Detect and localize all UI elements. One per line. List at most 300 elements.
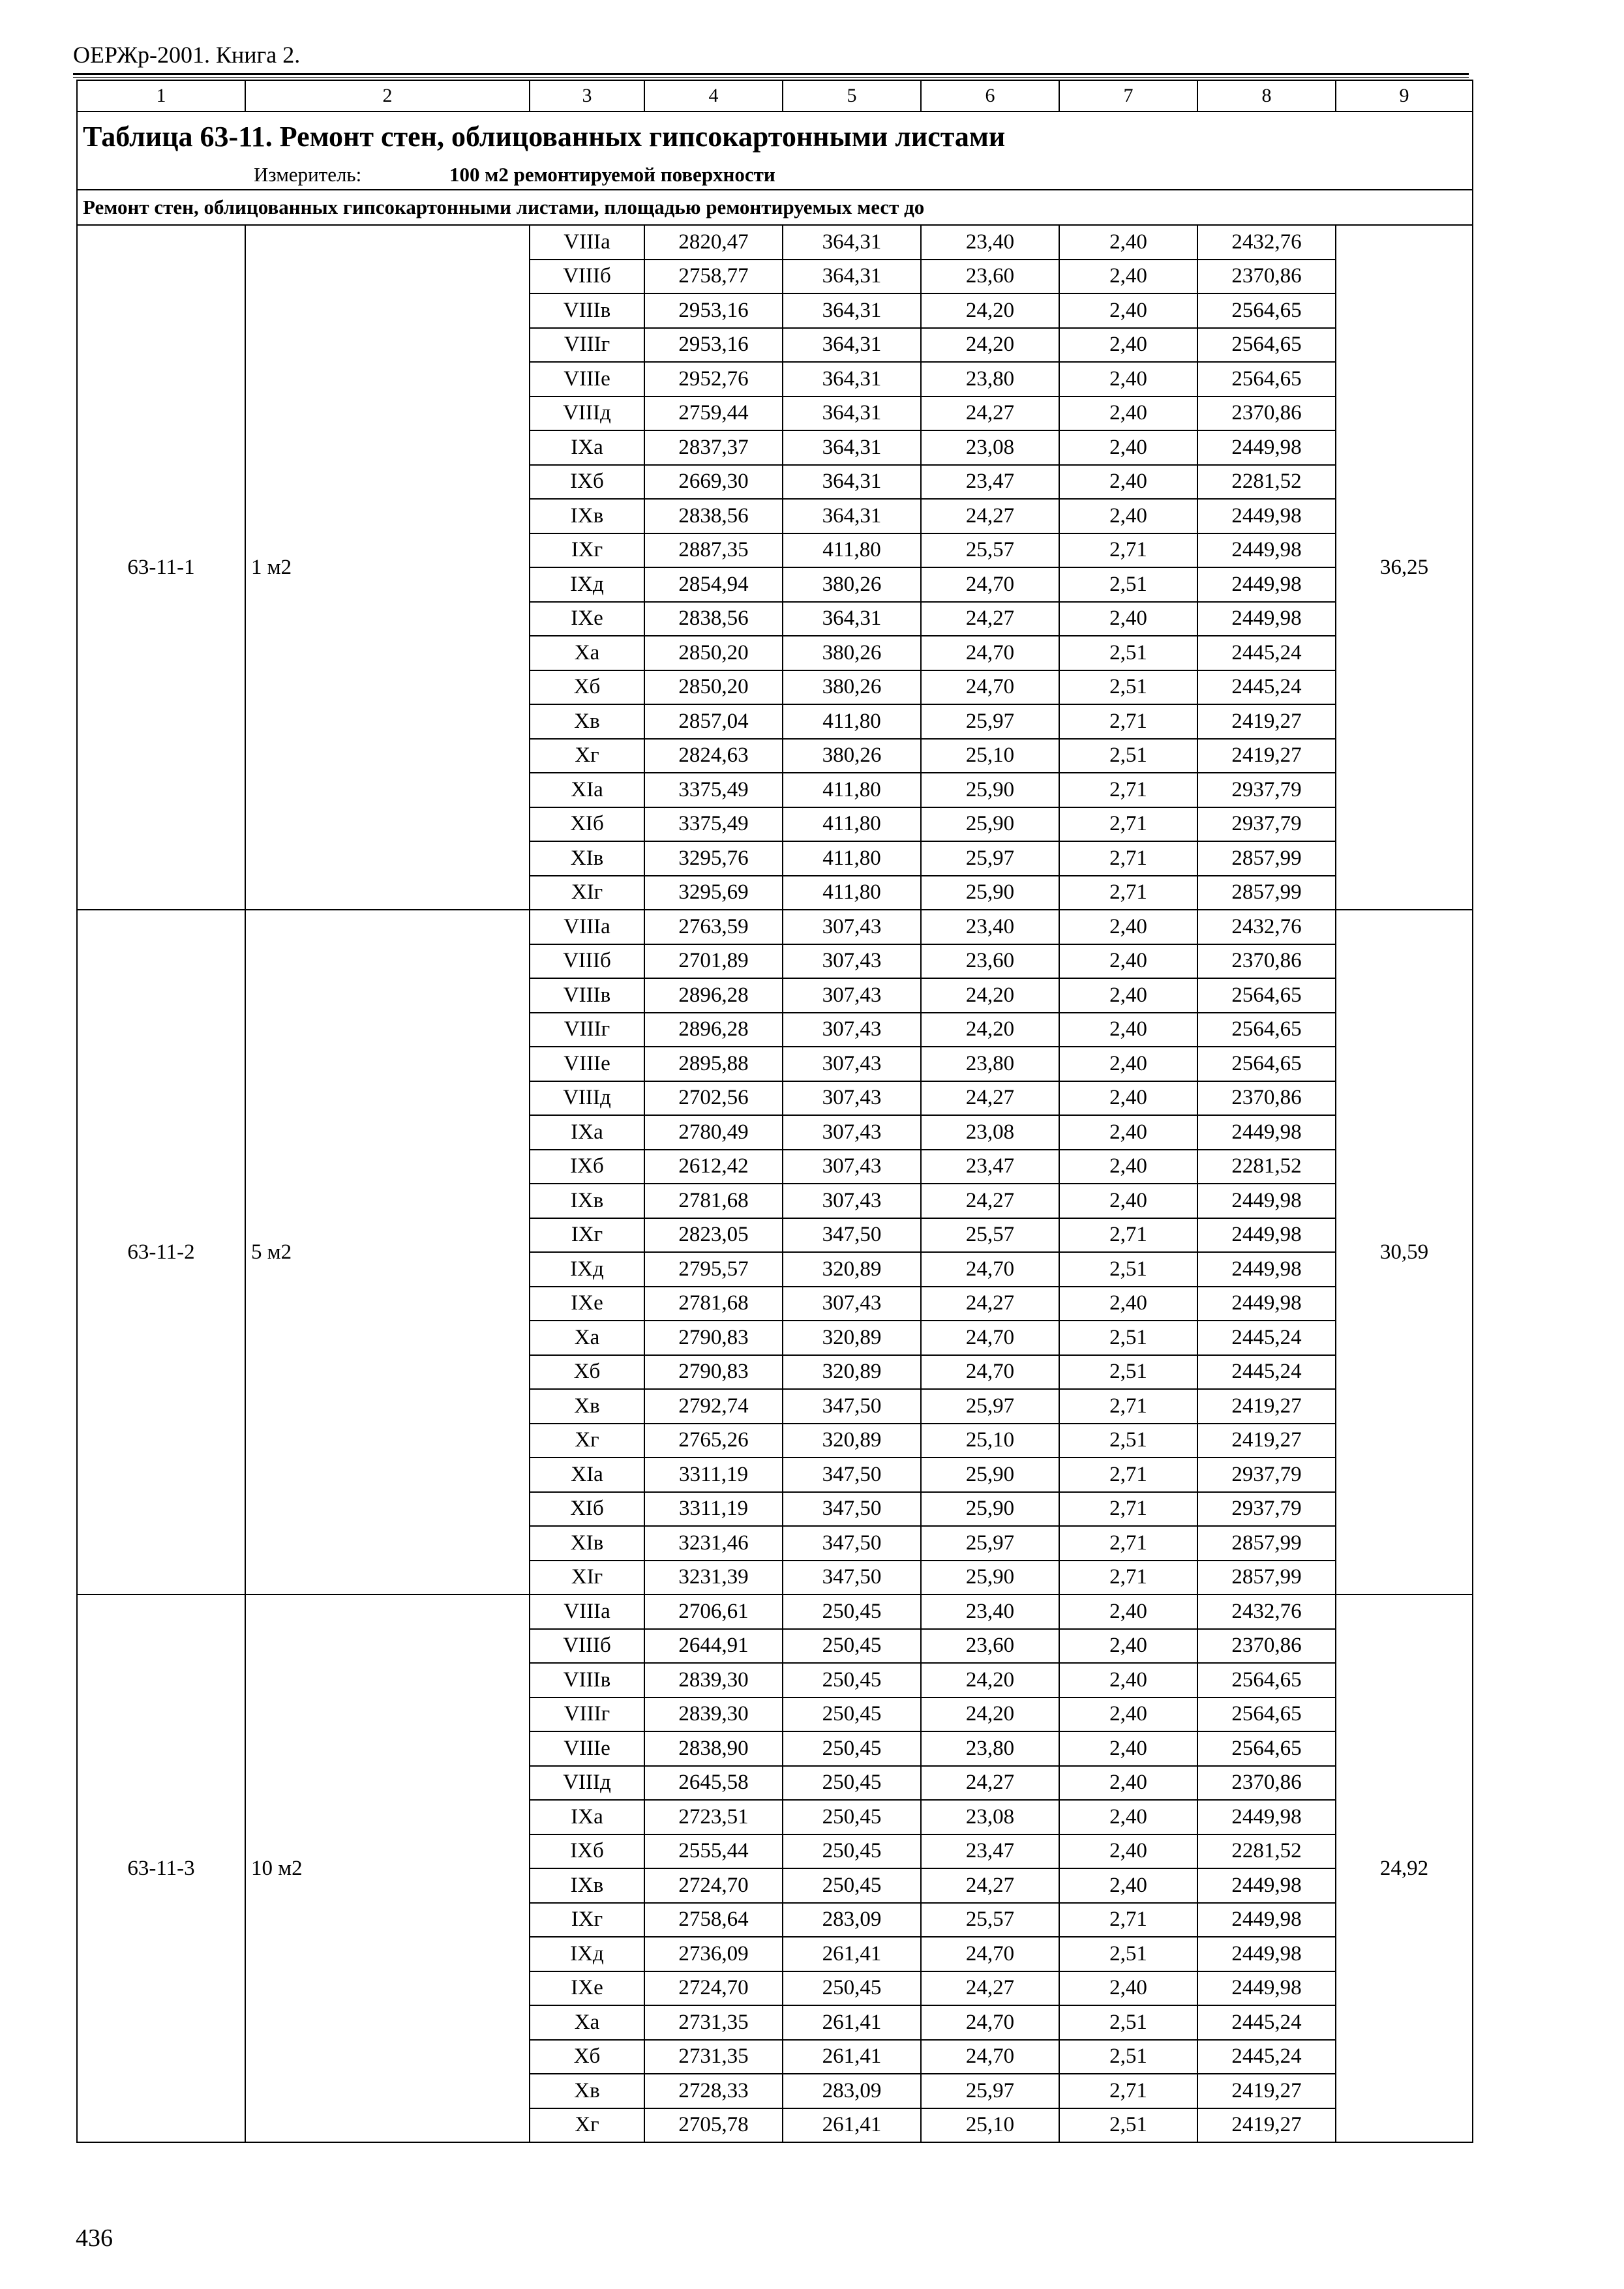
labor-cost-cell: 364,31 <box>783 396 921 431</box>
price-zone-cell: Xб <box>530 1355 644 1390</box>
total-cost-cell: 3231,46 <box>644 1526 783 1561</box>
unit-label: Измеритель: <box>254 163 362 186</box>
price-zone-cell: Xв <box>530 2074 644 2108</box>
labor-cost-cell: 411,80 <box>783 807 921 842</box>
total-cost-cell: 2612,42 <box>644 1150 783 1184</box>
machine-cost-cell: 25,10 <box>921 1424 1059 1458</box>
materials-cost-cell: 2564,65 <box>1197 1663 1336 1698</box>
driver-wages-cell: 2,40 <box>1059 1629 1197 1664</box>
machine-cost-cell: 24,70 <box>921 1252 1059 1287</box>
materials-cost-cell: 2432,76 <box>1197 910 1336 944</box>
materials-cost-cell: 2564,65 <box>1197 978 1336 1013</box>
column-number: 3 <box>530 80 644 112</box>
materials-cost-cell: 2564,65 <box>1197 1731 1336 1766</box>
labor-cost-cell: 364,31 <box>783 362 921 396</box>
machine-cost-cell: 25,57 <box>921 533 1059 568</box>
driver-wages-cell: 2,51 <box>1059 1355 1197 1390</box>
machine-cost-cell: 25,57 <box>921 1903 1059 1937</box>
driver-wages-cell: 2,71 <box>1059 1218 1197 1253</box>
materials-cost-cell: 2449,98 <box>1197 1800 1336 1834</box>
materials-cost-cell: 2857,99 <box>1197 1561 1336 1595</box>
page-number: 436 <box>76 2224 113 2252</box>
table-title-row <box>77 112 1473 161</box>
labor-cost-cell: 364,31 <box>783 293 921 328</box>
total-cost-cell: 2850,20 <box>644 670 783 705</box>
total-cost-cell: 2850,20 <box>644 636 783 670</box>
price-zone-cell: Xв <box>530 1389 644 1424</box>
price-zone-cell: XIа <box>530 1458 644 1492</box>
materials-cost-cell: 2449,98 <box>1197 499 1336 533</box>
driver-wages-cell: 2,51 <box>1059 1321 1197 1355</box>
total-cost-cell: 2795,57 <box>644 1252 783 1287</box>
driver-wages-cell: 2,40 <box>1059 499 1197 533</box>
labor-cost-cell: 307,43 <box>783 1013 921 1047</box>
materials-cost-cell: 2449,98 <box>1197 1252 1336 1287</box>
total-cost-cell: 2724,70 <box>644 1868 783 1903</box>
total-cost-cell: 2953,16 <box>644 293 783 328</box>
price-zone-cell: VIIIе <box>530 1731 644 1766</box>
machine-cost-cell: 23,60 <box>921 944 1059 979</box>
price-zone-cell: VIIIд <box>530 1081 644 1116</box>
price-zone-cell: Xг <box>530 1424 644 1458</box>
price-zone-cell: IXа <box>530 1115 644 1150</box>
driver-wages-cell: 2,40 <box>1059 396 1197 431</box>
column-number: 4 <box>644 80 783 112</box>
driver-wages-cell: 2,40 <box>1059 1287 1197 1321</box>
price-zone-cell: VIIIа <box>530 910 644 944</box>
price-zone-cell: VIIIд <box>530 1766 644 1801</box>
table-row <box>77 910 1473 944</box>
labor-cost-cell: 364,31 <box>783 260 921 294</box>
materials-cost-cell: 2857,99 <box>1197 841 1336 876</box>
materials-cost-cell: 2449,98 <box>1197 1937 1336 1971</box>
price-zone-cell: IXб <box>530 465 644 500</box>
total-cost-cell: 3295,76 <box>644 841 783 876</box>
machine-cost-cell: 23,08 <box>921 1115 1059 1150</box>
price-zone-cell: IXг <box>530 1903 644 1937</box>
price-zone-cell: Xв <box>530 704 644 739</box>
labor-cost-cell: 261,41 <box>783 2108 921 2143</box>
total-cost-cell: 2823,05 <box>644 1218 783 1253</box>
materials-cost-cell: 2449,98 <box>1197 1903 1336 1937</box>
total-cost-cell: 2731,35 <box>644 2040 783 2074</box>
labor-cost-cell: 261,41 <box>783 1937 921 1971</box>
machine-cost-cell: 23,40 <box>921 1594 1059 1629</box>
column-number: 5 <box>783 80 921 112</box>
total-cost-cell: 2723,51 <box>644 1800 783 1834</box>
materials-cost-cell: 2445,24 <box>1197 2005 1336 2040</box>
driver-wages-cell: 2,71 <box>1059 807 1197 842</box>
labor-cost-cell: 250,45 <box>783 1868 921 1903</box>
price-zone-cell: IXв <box>530 1184 644 1218</box>
price-zone-cell: IXа <box>530 1800 644 1834</box>
total-cost-cell: 2705,78 <box>644 2108 783 2143</box>
materials-cost-cell: 2449,98 <box>1197 1218 1336 1253</box>
machine-cost-cell: 24,70 <box>921 1937 1059 1971</box>
price-zone-cell: VIIIв <box>530 293 644 328</box>
labor-cost-cell: 320,89 <box>783 1321 921 1355</box>
column-number: 8 <box>1197 80 1336 112</box>
labor-cost-cell: 250,45 <box>783 1834 921 1869</box>
labor-cost-cell: 364,31 <box>783 499 921 533</box>
total-cost-cell: 2895,88 <box>644 1047 783 1081</box>
total-cost-cell: 2837,37 <box>644 430 783 465</box>
machine-cost-cell: 23,40 <box>921 910 1059 944</box>
machine-cost-cell: 24,20 <box>921 1663 1059 1698</box>
labor-cost-cell: 307,43 <box>783 910 921 944</box>
price-zone-cell: IXд <box>530 567 644 602</box>
machine-cost-cell: 25,90 <box>921 773 1059 807</box>
machine-cost-cell: 23,40 <box>921 225 1059 260</box>
table-body <box>77 80 1473 2142</box>
materials-cost-cell: 2857,99 <box>1197 1526 1336 1561</box>
driver-wages-cell: 2,40 <box>1059 602 1197 636</box>
materials-cost-cell: 2449,98 <box>1197 602 1336 636</box>
table-subheading: Ремонт стен, облицованных гипсокартонными листами, площадью ремонтируемых мест до <box>77 190 1473 225</box>
machine-cost-cell: 24,27 <box>921 1766 1059 1801</box>
total-cost-cell: 3295,69 <box>644 876 783 910</box>
total-cost-cell: 2724,70 <box>644 1971 783 2006</box>
machine-cost-cell: 25,90 <box>921 1561 1059 1595</box>
total-cost-cell: 2728,33 <box>644 2074 783 2108</box>
driver-wages-cell: 2,71 <box>1059 1526 1197 1561</box>
total-cost-cell: 2763,59 <box>644 910 783 944</box>
materials-cost-cell: 2419,27 <box>1197 2108 1336 2143</box>
unit-value: 100 м2 ремонтируемой поверхности <box>449 163 775 186</box>
labor-cost-cell: 364,31 <box>783 225 921 260</box>
machine-cost-cell: 24,20 <box>921 293 1059 328</box>
total-cost-cell: 2790,83 <box>644 1321 783 1355</box>
total-cost-cell: 2781,68 <box>644 1287 783 1321</box>
machine-cost-cell: 24,27 <box>921 1081 1059 1116</box>
price-zone-cell: XIг <box>530 876 644 910</box>
materials-cost-cell: 2445,24 <box>1197 1355 1336 1390</box>
rate-code-cell: 63-11-1 <box>77 225 245 910</box>
price-zone-cell: Xб <box>530 670 644 705</box>
materials-cost-cell: 2564,65 <box>1197 1047 1336 1081</box>
total-cost-cell: 2758,77 <box>644 260 783 294</box>
materials-cost-cell: 2564,65 <box>1197 362 1336 396</box>
machine-cost-cell: 25,90 <box>921 1492 1059 1527</box>
labor-cost-cell: 250,45 <box>783 1971 921 2006</box>
price-zone-cell: VIIIв <box>530 978 644 1013</box>
price-zone-cell: IXв <box>530 499 644 533</box>
materials-cost-cell: 2432,76 <box>1197 1594 1336 1629</box>
price-zone-cell: VIIIа <box>530 1594 644 1629</box>
total-cost-cell: 2838,56 <box>644 602 783 636</box>
machine-cost-cell: 23,80 <box>921 1047 1059 1081</box>
labor-cost-cell: 250,45 <box>783 1663 921 1698</box>
price-zone-cell: Xг <box>530 2108 644 2143</box>
unit-row <box>77 161 1473 190</box>
labor-cost-cell: 347,50 <box>783 1458 921 1492</box>
driver-wages-cell: 2,40 <box>1059 1663 1197 1698</box>
total-cost-cell: 2896,28 <box>644 1013 783 1047</box>
driver-wages-cell: 2,71 <box>1059 841 1197 876</box>
labor-cost-cell: 347,50 <box>783 1218 921 1253</box>
price-zone-cell: VIIIг <box>530 1698 644 1732</box>
labor-cost-cell: 380,26 <box>783 636 921 670</box>
machine-cost-cell: 24,27 <box>921 1184 1059 1218</box>
materials-cost-cell: 2370,86 <box>1197 944 1336 979</box>
materials-cost-cell: 2445,24 <box>1197 670 1336 705</box>
machine-cost-cell: 24,27 <box>921 396 1059 431</box>
machine-cost-cell: 24,27 <box>921 602 1059 636</box>
labor-cost-cell: 320,89 <box>783 1252 921 1287</box>
labor-cost-cell: 307,43 <box>783 1184 921 1218</box>
total-cost-cell: 3231,39 <box>644 1561 783 1595</box>
total-cost-cell: 2759,44 <box>644 396 783 431</box>
total-cost-cell: 2645,58 <box>644 1766 783 1801</box>
labor-cost-cell: 307,43 <box>783 1115 921 1150</box>
price-zone-cell: IXе <box>530 1287 644 1321</box>
header-rule <box>73 73 1469 78</box>
machine-cost-cell: 23,08 <box>921 1800 1059 1834</box>
driver-wages-cell: 2,51 <box>1059 1424 1197 1458</box>
labor-cost-cell: 283,09 <box>783 1903 921 1937</box>
labor-cost-cell: 411,80 <box>783 533 921 568</box>
labor-cost-cell: 380,26 <box>783 567 921 602</box>
materials-cost-cell: 2449,98 <box>1197 1971 1336 2006</box>
driver-wages-cell: 2,71 <box>1059 1903 1197 1937</box>
area-size-cell: 1 м2 <box>245 225 530 910</box>
labor-cost-cell: 320,89 <box>783 1355 921 1390</box>
driver-wages-cell: 2,40 <box>1059 910 1197 944</box>
labor-cost-cell: 411,80 <box>783 876 921 910</box>
driver-wages-cell: 2,51 <box>1059 1937 1197 1971</box>
price-zone-cell: VIIIг <box>530 1013 644 1047</box>
price-zone-cell: IXг <box>530 1218 644 1253</box>
labor-cost-cell: 347,50 <box>783 1526 921 1561</box>
price-zone-cell: XIв <box>530 1526 644 1561</box>
labor-cost-cell: 347,50 <box>783 1492 921 1527</box>
machine-cost-cell: 24,70 <box>921 1321 1059 1355</box>
driver-wages-cell: 2,40 <box>1059 293 1197 328</box>
table-title: Таблица 63-11. Ремонт стен, облицованных гипсокартонными листами <box>77 112 1473 161</box>
driver-wages-cell: 2,40 <box>1059 1868 1197 1903</box>
price-zone-cell: IXе <box>530 602 644 636</box>
materials-cost-cell: 2370,86 <box>1197 260 1336 294</box>
driver-wages-cell: 2,40 <box>1059 1047 1197 1081</box>
materials-cost-cell: 2370,86 <box>1197 396 1336 431</box>
driver-wages-cell: 2,40 <box>1059 1698 1197 1732</box>
labor-cost-cell: 261,41 <box>783 2005 921 2040</box>
materials-cost-cell: 2445,24 <box>1197 1321 1336 1355</box>
driver-wages-cell: 2,40 <box>1059 944 1197 979</box>
machine-cost-cell: 23,47 <box>921 465 1059 500</box>
total-cost-cell: 2731,35 <box>644 2005 783 2040</box>
machine-cost-cell: 25,97 <box>921 2074 1059 2108</box>
driver-wages-cell: 2,40 <box>1059 1731 1197 1766</box>
total-cost-cell: 2701,89 <box>644 944 783 979</box>
labor-cost-cell: 307,43 <box>783 978 921 1013</box>
price-zone-cell: VIIIб <box>530 1629 644 1664</box>
price-zone-cell: VIIIб <box>530 260 644 294</box>
labor-cost-cell: 250,45 <box>783 1594 921 1629</box>
driver-wages-cell: 2,71 <box>1059 1492 1197 1527</box>
total-cost-cell: 2555,44 <box>644 1834 783 1869</box>
driver-wages-cell: 2,71 <box>1059 876 1197 910</box>
machine-cost-cell: 25,97 <box>921 1526 1059 1561</box>
price-zone-cell: IXв <box>530 1868 644 1903</box>
driver-wages-cell: 2,40 <box>1059 1834 1197 1869</box>
materials-cost-cell: 2370,86 <box>1197 1629 1336 1664</box>
materials-cost-cell: 2449,98 <box>1197 1184 1336 1218</box>
machine-cost-cell: 24,20 <box>921 1698 1059 1732</box>
labor-cost-cell: 307,43 <box>783 1150 921 1184</box>
labor-cost-cell: 411,80 <box>783 704 921 739</box>
area-size-cell: 10 м2 <box>245 1594 530 2142</box>
total-cost-cell: 2839,30 <box>644 1663 783 1698</box>
column-number: 9 <box>1336 80 1473 112</box>
labor-cost-cell: 347,50 <box>783 1389 921 1424</box>
materials-cost-cell: 2937,79 <box>1197 1492 1336 1527</box>
driver-wages-cell: 2,51 <box>1059 670 1197 705</box>
price-zone-cell: Xа <box>530 1321 644 1355</box>
driver-wages-cell: 2,51 <box>1059 636 1197 670</box>
labor-cost-cell: 364,31 <box>783 465 921 500</box>
total-cost-cell: 2857,04 <box>644 704 783 739</box>
rate-code-cell: 63-11-3 <box>77 1594 245 2142</box>
price-zone-cell: Xа <box>530 2005 644 2040</box>
driver-wages-cell: 2,40 <box>1059 328 1197 363</box>
total-cost-cell: 2854,94 <box>644 567 783 602</box>
labor-cost-cell: 250,45 <box>783 1698 921 1732</box>
price-zone-cell: IXб <box>530 1150 644 1184</box>
total-cost-cell: 2838,56 <box>644 499 783 533</box>
materials-cost-cell: 2419,27 <box>1197 1389 1336 1424</box>
column-number: 6 <box>921 80 1059 112</box>
machine-cost-cell: 25,97 <box>921 1389 1059 1424</box>
driver-wages-cell: 2,40 <box>1059 260 1197 294</box>
price-zone-cell: IXа <box>530 430 644 465</box>
unit-cell <box>77 161 1473 190</box>
labor-cost-cell: 307,43 <box>783 1047 921 1081</box>
price-zone-cell: IXд <box>530 1937 644 1971</box>
column-number-row <box>77 80 1473 112</box>
driver-wages-cell: 2,40 <box>1059 1800 1197 1834</box>
labor-norm-cell: 24,92 <box>1336 1594 1473 2142</box>
labor-cost-cell: 364,31 <box>783 430 921 465</box>
driver-wages-cell: 2,40 <box>1059 1081 1197 1116</box>
labor-cost-cell: 320,89 <box>783 1424 921 1458</box>
driver-wages-cell: 2,51 <box>1059 739 1197 773</box>
driver-wages-cell: 2,51 <box>1059 2040 1197 2074</box>
table-row <box>77 1594 1473 1629</box>
driver-wages-cell: 2,40 <box>1059 1766 1197 1801</box>
machine-cost-cell: 24,70 <box>921 636 1059 670</box>
materials-cost-cell: 2937,79 <box>1197 1458 1336 1492</box>
machine-cost-cell: 23,80 <box>921 1731 1059 1766</box>
price-zone-cell: VIIIг <box>530 328 644 363</box>
materials-cost-cell: 2937,79 <box>1197 773 1336 807</box>
total-cost-cell: 2706,61 <box>644 1594 783 1629</box>
total-cost-cell: 2765,26 <box>644 1424 783 1458</box>
total-cost-cell: 2887,35 <box>644 533 783 568</box>
labor-cost-cell: 411,80 <box>783 841 921 876</box>
labor-norm-cell: 30,59 <box>1336 910 1473 1594</box>
driver-wages-cell: 2,40 <box>1059 1594 1197 1629</box>
driver-wages-cell: 2,71 <box>1059 2074 1197 2108</box>
labor-cost-cell: 307,43 <box>783 944 921 979</box>
machine-cost-cell: 23,47 <box>921 1834 1059 1869</box>
driver-wages-cell: 2,71 <box>1059 1458 1197 1492</box>
table-row <box>77 225 1473 260</box>
driver-wages-cell: 2,40 <box>1059 1013 1197 1047</box>
labor-cost-cell: 261,41 <box>783 2040 921 2074</box>
machine-cost-cell: 24,27 <box>921 1868 1059 1903</box>
machine-cost-cell: 24,70 <box>921 567 1059 602</box>
price-zone-cell: Xг <box>530 739 644 773</box>
driver-wages-cell: 2,51 <box>1059 2005 1197 2040</box>
column-number: 7 <box>1059 80 1197 112</box>
materials-cost-cell: 2564,65 <box>1197 328 1336 363</box>
total-cost-cell: 3375,49 <box>644 773 783 807</box>
machine-cost-cell: 24,70 <box>921 2005 1059 2040</box>
subheading-row <box>77 190 1473 225</box>
rate-code-cell: 63-11-2 <box>77 910 245 1594</box>
total-cost-cell: 2790,83 <box>644 1355 783 1390</box>
price-zone-cell: XIа <box>530 773 644 807</box>
labor-cost-cell: 307,43 <box>783 1081 921 1116</box>
materials-cost-cell: 2449,98 <box>1197 430 1336 465</box>
total-cost-cell: 2781,68 <box>644 1184 783 1218</box>
materials-cost-cell: 2937,79 <box>1197 807 1336 842</box>
labor-cost-cell: 307,43 <box>783 1287 921 1321</box>
materials-cost-cell: 2857,99 <box>1197 876 1336 910</box>
driver-wages-cell: 2,71 <box>1059 1389 1197 1424</box>
price-zone-cell: VIIIа <box>530 225 644 260</box>
total-cost-cell: 2896,28 <box>644 978 783 1013</box>
machine-cost-cell: 24,20 <box>921 1013 1059 1047</box>
machine-cost-cell: 25,90 <box>921 876 1059 910</box>
price-zone-cell: IXг <box>530 533 644 568</box>
price-zone-cell: XIб <box>530 807 644 842</box>
machine-cost-cell: 25,57 <box>921 1218 1059 1253</box>
driver-wages-cell: 2,71 <box>1059 533 1197 568</box>
total-cost-cell: 3311,19 <box>644 1492 783 1527</box>
materials-cost-cell: 2419,27 <box>1197 2074 1336 2108</box>
total-cost-cell: 2820,47 <box>644 225 783 260</box>
machine-cost-cell: 24,20 <box>921 978 1059 1013</box>
materials-cost-cell: 2449,98 <box>1197 533 1336 568</box>
materials-cost-cell: 2419,27 <box>1197 1424 1336 1458</box>
driver-wages-cell: 2,40 <box>1059 978 1197 1013</box>
machine-cost-cell: 23,80 <box>921 362 1059 396</box>
total-cost-cell: 2838,90 <box>644 1731 783 1766</box>
machine-cost-cell: 24,27 <box>921 1287 1059 1321</box>
materials-cost-cell: 2419,27 <box>1197 704 1336 739</box>
machine-cost-cell: 24,27 <box>921 499 1059 533</box>
total-cost-cell: 2758,64 <box>644 1903 783 1937</box>
price-zone-cell: IXе <box>530 1971 644 2006</box>
machine-cost-cell: 25,97 <box>921 704 1059 739</box>
machine-cost-cell: 23,60 <box>921 260 1059 294</box>
price-zone-cell: Xб <box>530 2040 644 2074</box>
driver-wages-cell: 2,40 <box>1059 465 1197 500</box>
materials-cost-cell: 2449,98 <box>1197 1868 1336 1903</box>
total-cost-cell: 2669,30 <box>644 465 783 500</box>
materials-cost-cell: 2445,24 <box>1197 636 1336 670</box>
driver-wages-cell: 2,40 <box>1059 1971 1197 2006</box>
price-zone-cell: XIб <box>530 1492 644 1527</box>
total-cost-cell: 2953,16 <box>644 328 783 363</box>
labor-cost-cell: 347,50 <box>783 1561 921 1595</box>
materials-cost-cell: 2449,98 <box>1197 1115 1336 1150</box>
driver-wages-cell: 2,51 <box>1059 2108 1197 2143</box>
machine-cost-cell: 24,70 <box>921 2040 1059 2074</box>
materials-cost-cell: 2449,98 <box>1197 567 1336 602</box>
